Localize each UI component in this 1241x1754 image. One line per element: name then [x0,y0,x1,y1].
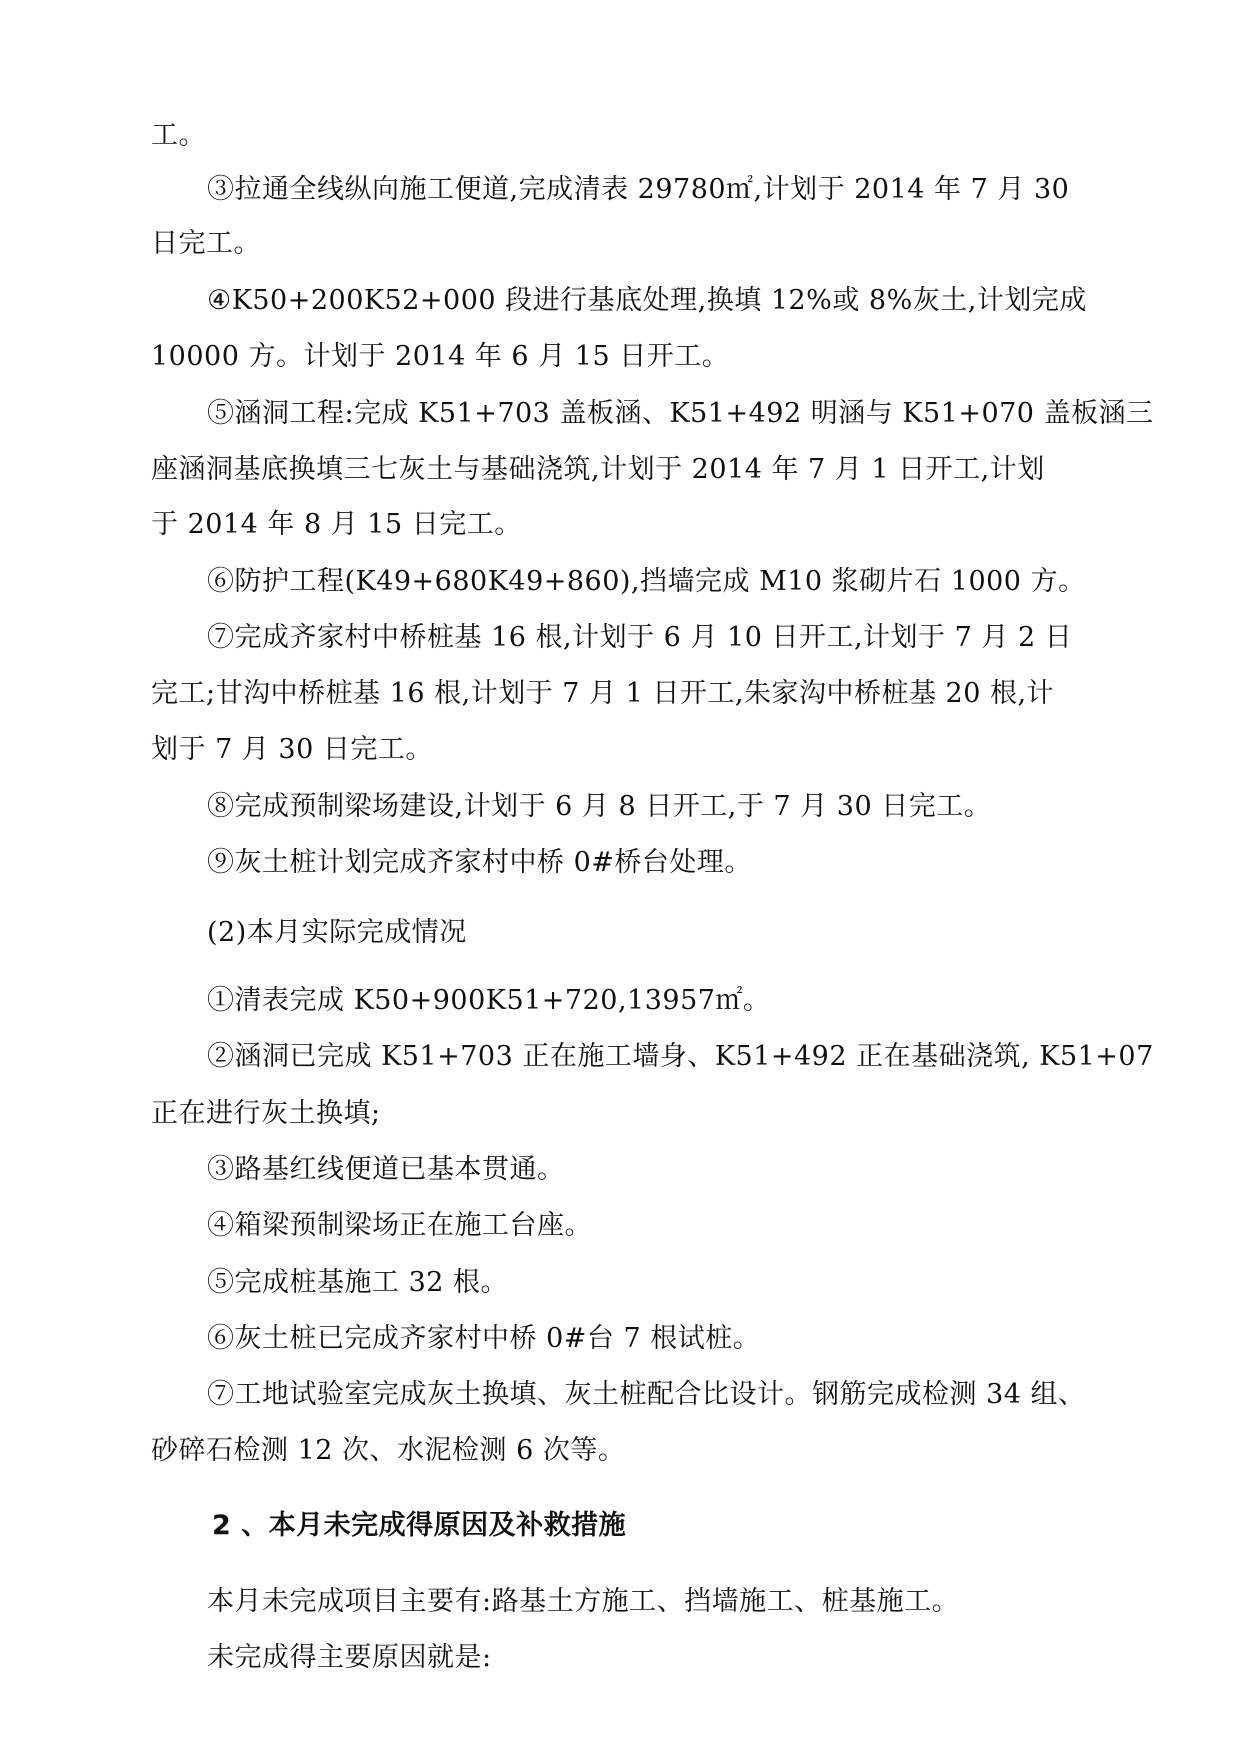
text-line: 砂碎石检测 12 次、水泥检测 6 次等。 [151,1435,626,1466]
text-line: 本月未完成项目主要有:路基土方施工、挡墙施工、桩基施工。 [207,1586,960,1617]
text-line: 于 2014 年 8 月 15 日完工。 [151,509,522,540]
text-line: ②涵洞已完成 K51+703 正在施工墙身、K51+492 正在基础浇筑, K51+07 [207,1041,1154,1072]
text-line: 10000 方。计划于 2014 年 6 月 15 日开工。 [151,341,730,372]
text-line: 日完工。 [151,228,261,259]
text-line: ④K50+200K52+000 段进行基底处理,换填 12%或 8%灰土,计划完成 [207,285,1087,316]
text-line: 正在进行灰土换填; [151,1098,381,1129]
text-line: 座涵洞基底换填三七灰土与基础浇筑,计划于 2014 年 7 月 1 日开工,计划 [151,454,1045,485]
text-line: ⑧完成预制梁场建设,计划于 6 月 8 日开工,于 7 月 30 日完工。 [207,791,992,822]
section-heading: 2 、本月未完成得原因及补救措施 [212,1510,627,1541]
text-line: ③路基红线便道已基本贯通。 [207,1154,565,1185]
text-line: ⑥防护工程(K49+680K49+860),挡墙完成 M10 浆砌片石 1000 方。 [207,566,1086,597]
text-line: ⑤涵洞工程:完成 K51+703 盖板涵、K51+492 明涵与 K51+070 盖板涵三 [207,398,1154,429]
text-line: 未完成得主要原因就是: [207,1642,492,1673]
text-line: ⑨灰土桩计划完成齐家村中桥 0#桥台处理。 [207,847,752,878]
text-line: 完工;甘沟中桥桩基 16 根,计划于 7 月 1 日开工,朱家沟中桥桩基 20 根,计 [151,678,1055,709]
text-line: 划于 7 月 30 日完工。 [151,734,433,765]
text-line: ①清表完成 K50+900K51+720,13957㎡。 [207,985,771,1016]
text-line: ⑥灰土桩已完成齐家村中桥 0#台 7 根试桩。 [207,1323,761,1354]
text-line: ⑦工地试验室完成灰土换填、灰土桩配合比设计。钢筋完成检测 34 组、 [207,1379,1086,1410]
text-line: ⑦完成齐家村中桥桩基 16 根,计划于 6 月 10 日开工,计划于 7 月 2 日 [207,622,1073,653]
text-line: ⑤完成桩基施工 32 根。 [207,1267,509,1298]
text-line: ④箱梁预制梁场正在施工台座。 [207,1210,592,1241]
text-line: ③拉通全线纵向施工便道,完成清表 29780㎡,计划于 2014 年 7 月 30 [207,174,1070,205]
section-subheading: (2)本月实际完成情况 [207,917,467,948]
text-line: 工。 [151,120,206,151]
